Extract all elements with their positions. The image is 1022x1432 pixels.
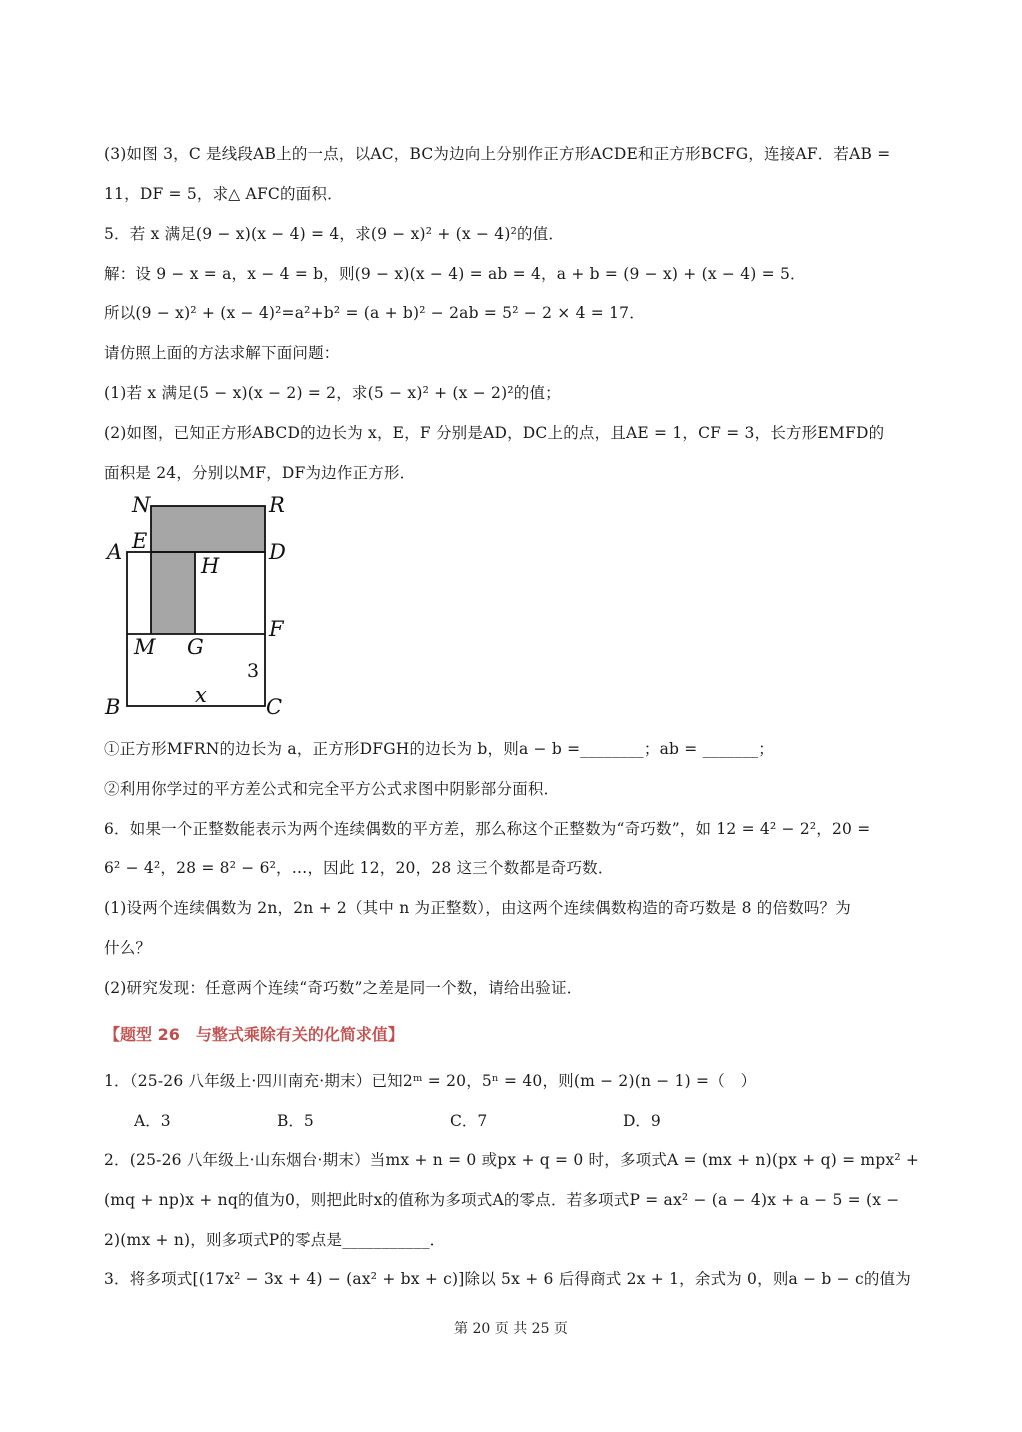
text-line-9: 面积是 24，分别以MF，DF为边作正方形． bbox=[104, 464, 416, 482]
label-r: R bbox=[269, 493, 285, 517]
label-m: M bbox=[134, 635, 156, 659]
text-line-18: 2．(25-26 八年级上·山东烟台·期末）当mx + n = 0 或px + q = 0 时，多项式A = (mx + n)(px + q) = mpx² + bbox=[104, 1151, 920, 1169]
text-line-21: 3．将多项式[(17x² − 3x + 4) − (ax² + bx + c)]除以 5x + 6 后得商式 2x + 1，余式为 0，则a − b − c的值为 bbox=[104, 1270, 911, 1288]
section-heading: 【题型 26 与整式乘除有关的化简求值】 bbox=[104, 1025, 404, 1044]
label-b: B bbox=[105, 695, 121, 719]
label-a: A bbox=[107, 540, 123, 564]
text-line-17: 1．（25-26 八年级上·四川南充·期末）已知2ᵐ = 20，5ⁿ = 40，则(m − 2)(n − 1) =（ ） bbox=[104, 1072, 757, 1090]
text-line-3: 5．若 x 满足(9 − x)(x − 4) = 4，求(9 − x)² + (x − 4)²的值． bbox=[104, 225, 565, 243]
option-c: C．7 bbox=[450, 1112, 488, 1130]
label-c: C bbox=[266, 695, 283, 719]
option-b: B．5 bbox=[277, 1112, 314, 1130]
text-line-20: 2)(mx + n)，则多项式P的零点是___________． bbox=[104, 1231, 446, 1249]
shaded-rect-top bbox=[151, 506, 265, 552]
label-d: D bbox=[269, 540, 286, 564]
text-line-6: 请仿照上面的方法求解下面问题： bbox=[104, 344, 340, 362]
text-line-2: 11，DF = 5，求△ AFC的面积． bbox=[104, 185, 343, 203]
label-h: H bbox=[201, 554, 220, 578]
label-e: E bbox=[132, 529, 148, 553]
text-line-12: 6．如果一个正整数能表示为两个连续偶数的平方差，那么称这个正整数为“奇巧数”，如 12 = 4² − 2²，20 = bbox=[104, 820, 871, 838]
text-line-11: ②利用你学过的平方差公式和完全平方公式求图中阴影部分面积． bbox=[104, 780, 560, 798]
text-line-15: 什么？ bbox=[104, 939, 152, 957]
label-g: G bbox=[187, 635, 204, 659]
text-line-1: (3)如图 3，C 是线段AB上的一点，以AC，BC为边向上分别作正方形ACDE和正方形BCFG，连接AF．若AB = bbox=[104, 145, 891, 163]
text-line-14: (1)设两个连续偶数为 2n，2n + 2（其中 n 为正整数），由这两个连续偶数构造的奇巧数是 8 的倍数吗？为 bbox=[104, 899, 851, 917]
square-figure bbox=[100, 488, 300, 724]
text-line-8: (2)如图，已知正方形ABCD的边长为 x，E，F 分别是AD，DC上的点，且AE = 1，CF = 3，长方形EMFD的 bbox=[104, 424, 885, 442]
shaded-rect-left bbox=[151, 552, 195, 634]
option-d: D．9 bbox=[623, 1112, 661, 1130]
text-line-7: (1)若 x 满足(5 − x)(x − 2) = 2，求(5 − x)² + (x − 2)²的值； bbox=[104, 384, 561, 402]
label-cf-length: 3 bbox=[247, 660, 260, 682]
text-line-13: 6² − 4²，28 = 8² − 6²，…，因此 12，20，28 这三个数都是奇巧数． bbox=[104, 859, 614, 877]
label-x-side: x bbox=[195, 683, 207, 707]
page-footer: 第 20 页 共 25 页 bbox=[454, 1321, 568, 1337]
text-line-19: (mq + np)x + nq的值为0，则把此时x的值称为多项式A的零点．若多项式P = ax² − (a − 4)x + a − 5 = (x − bbox=[104, 1191, 900, 1209]
text-line-4: 解：设 9 − x = a，x − 4 = b，则(9 − x)(x − 4) = ab = 4，a + b = (9 − x) + (x − 4) = 5． bbox=[104, 265, 806, 283]
option-a: A．3 bbox=[134, 1112, 171, 1130]
label-n: N bbox=[132, 493, 151, 517]
text-line-10: ①正方形MFRN的边长为 a，正方形DFGH的边长为 b，则a − b =________；ab = _______； bbox=[104, 740, 774, 758]
text-line-5: 所以(9 − x)² + (x − 4)²=a²+b² = (a + b)² − 2ab = 5² − 2 × 4 = 17． bbox=[104, 304, 645, 322]
text-line-16: (2)研究发现：任意两个连续“奇巧数”之差是同一个数，请给出验证． bbox=[104, 979, 583, 997]
label-f: F bbox=[269, 617, 284, 641]
